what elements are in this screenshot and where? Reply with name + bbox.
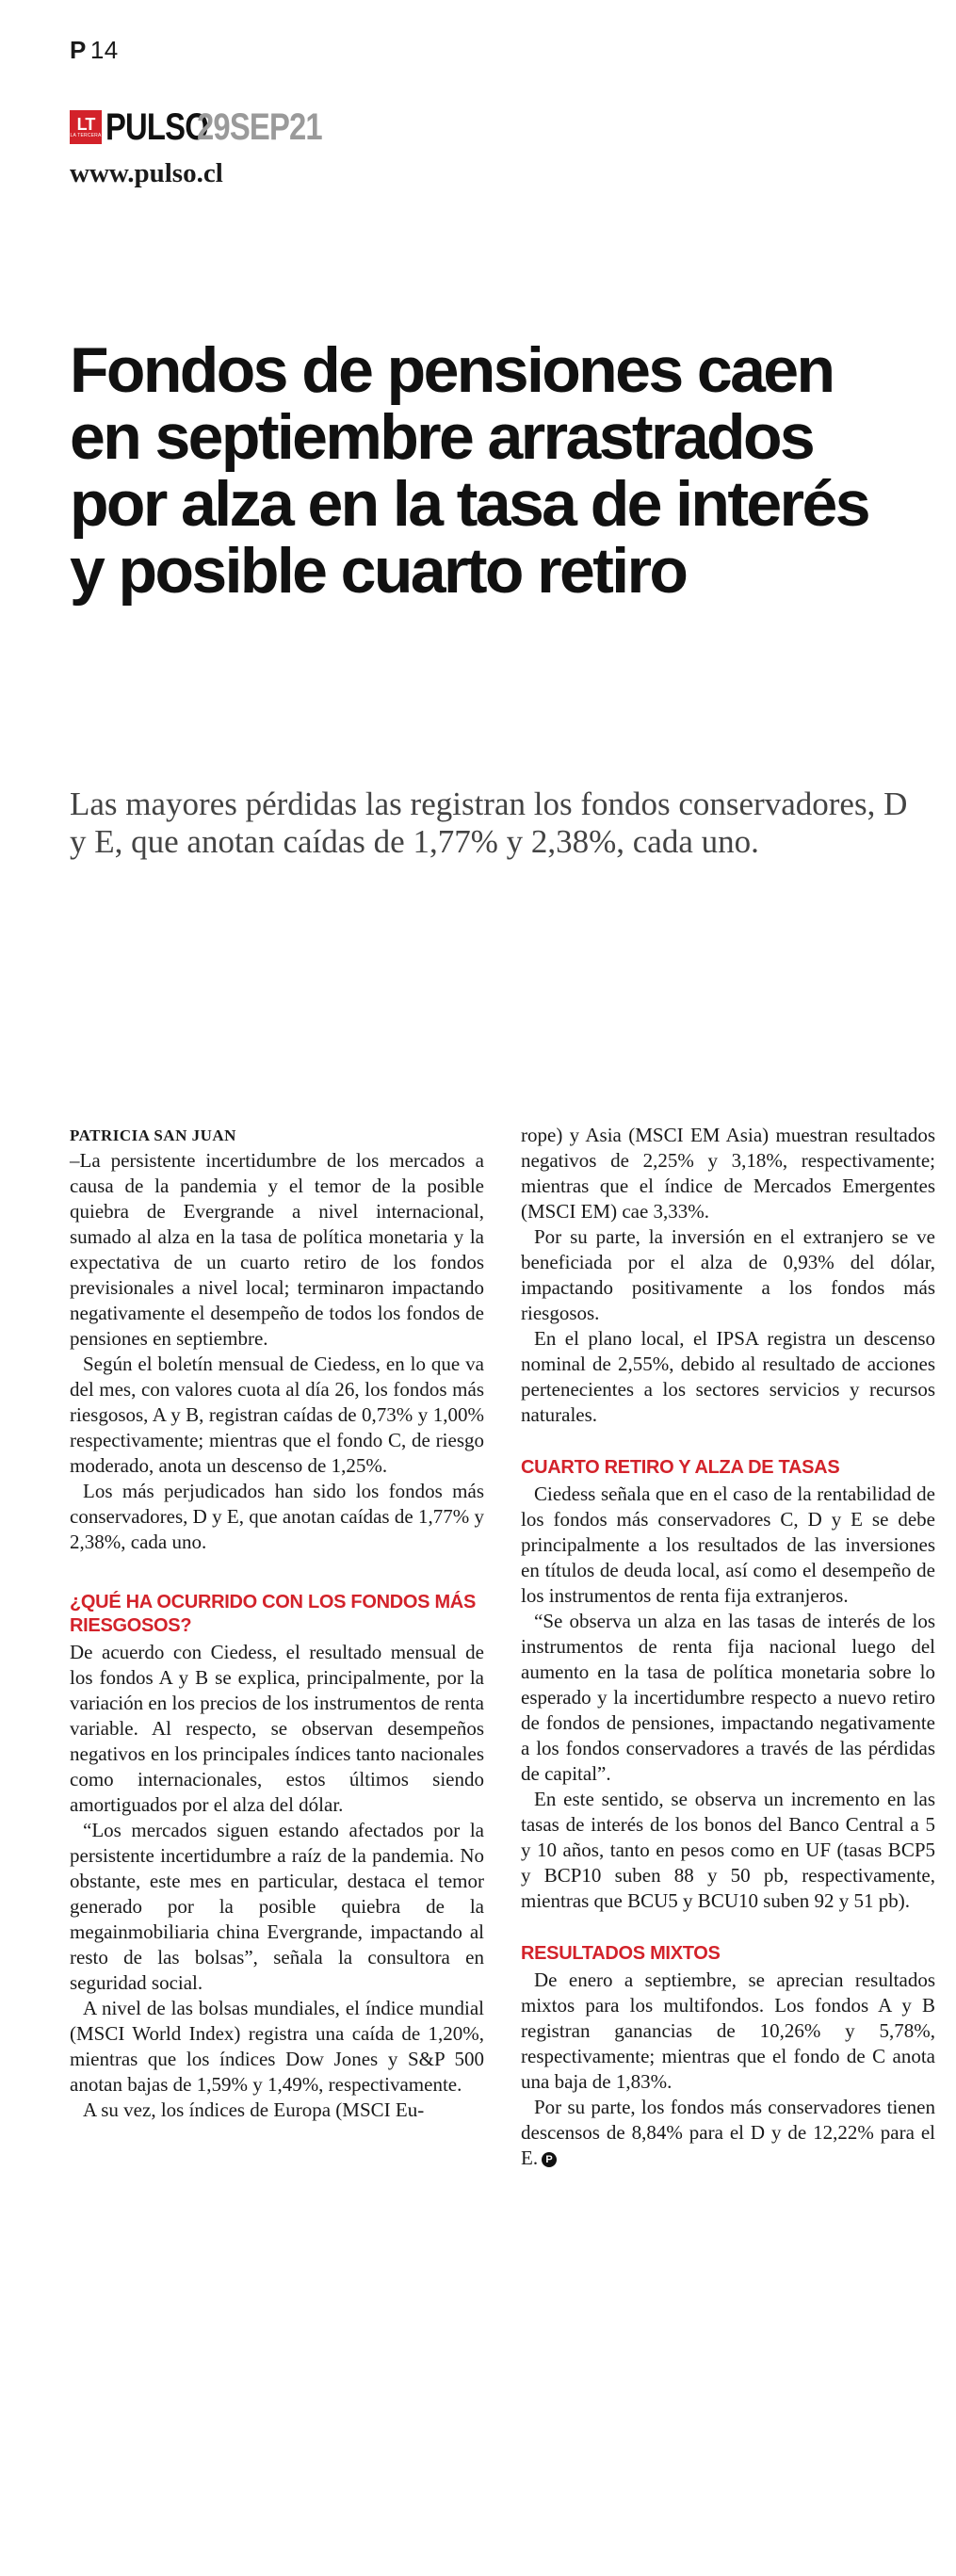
body-paragraph: Ciedess señala que en el caso de la rentabilidad de los fondos más conservadores C, D y E se debe principalmente a los resultados de las inversiones en títulos de deuda local, así como el desempeño de los instrumentos de renta fija extranjeros. xyxy=(521,1482,935,1607)
page-number xyxy=(70,36,119,65)
body-paragraph: rope) y Asia (MSCI EM Asia) muestran resultados negativos de 2,25% y 3,18%, respectivamente; mientras que el índice de Mercados Emergentes (MSCI EM) cae 3,33%. xyxy=(521,1124,935,1223)
end-of-article-icon: P xyxy=(542,2152,557,2167)
final-paragraph-text: Por su parte, los fondos más conservadores tienen descensos de 8,84% para el D y de 12,22% para el E. xyxy=(521,2096,935,2169)
body-paragraph: En este sentido, se observa un incremento en las tasas de interés de los bonos del Banco Central a 5 y 10 años, tanto en pesos como en UF (tasas BCP5 y BCP10 suben 88 y 50 pb, respectivamente, mientras que BCU5 y BCU10 suben 92 y 51 pb). xyxy=(521,1788,935,1912)
page-number-value: 14 xyxy=(89,36,119,64)
brand-name: PULSO xyxy=(105,105,208,148)
edition-date: 29SEP21 xyxy=(196,105,322,148)
subhead-cuarto-retiro: CUARTO RETIRO Y ALZA DE TASAS xyxy=(521,1457,840,1478)
body-paragraph: De enero a septiembre, se aprecian resultados mixtos para los multifondos. Los fondos A y B registran ganancias de 10,26% y 5,78%, respectivamente; mientras que el fondo de C anota una baja de 1,83%. xyxy=(521,1968,935,2093)
right-column xyxy=(521,1123,935,2171)
body-paragraph: Por su parte, la inversión en el extranjero se ve beneficiada por el alza de 0,93% del dólar, impactando positivamente a los fondos más riesgosos. xyxy=(521,1225,935,1324)
left-column xyxy=(70,1123,484,2123)
body-paragraph: Los más perjudicados han sido los fondos más conservadores, D y E, que anotan caídas de 1,77% y 2,38%, cada uno. xyxy=(70,1480,484,1553)
logo-subtext: LA TERCERA xyxy=(70,132,102,138)
body-paragraph: “Los mercados siguen estando afectados por la persistente incertidumbre a raíz de la pandemia. No obstante, este mes en particular, destaca el temor generado por la posible quiebra de la megainmobiliaria china Evergrande, impactando al resto de las bolsas”, señala la consultora en seguridad social. xyxy=(70,1819,484,1994)
article-deck: Las mayores pérdidas las registran los fondos conservadores, D y E, que anotan caídas de 1,77% y 2,38%, cada uno. xyxy=(70,786,908,860)
body-paragraph: –La persistente incertidumbre de los mercados a causa de la pandemia y el temor de la posible quiebra de Evergrande a nivel internacional, sumado al alza en la tasa de política monetaria y la expectativa de un cuarto retiro de los fondos previsionales a nivel local; terminaron impactando negativamente el desempeño de todos los fondos de pensiones en septiembre. xyxy=(70,1149,484,1350)
body-paragraph: En el plano local, el IPSA registra un descenso nominal de 2,55%, debido al resultado de acciones pertenecientes a los sectores servicios y recursos naturales. xyxy=(521,1327,935,1426)
website-url: www.pulso.cl xyxy=(70,158,223,188)
body-paragraph-final xyxy=(521,2095,935,2171)
body-paragraph: A su vez, los índices de Europa (MSCI Eu- xyxy=(83,2098,425,2121)
body-paragraph: A nivel de las bolsas mundiales, el índice mundial (MSCI World Index) registra una caída de 1,20%, mientras que los índices Dow Jones y S&P 500 anotan bajas de 1,59% y 1,49%, respectivamente. xyxy=(70,1997,484,2096)
body-paragraph: Según el boletín mensual de Ciedess, en lo que va del mes, con valores cuota al día 26, los fondos más riesgosos, A y B, registran caídas de 0,73% y 1,00% respectivamente; mientras que el fondo C, de riesgo moderado, anota un descenso de 1,25%. xyxy=(70,1353,484,1477)
logo-text: LT xyxy=(76,114,95,134)
subhead-riesgosos: ¿QUÉ HA OCURRIDO CON LOS FONDOS MÁS RIESGOSOS? xyxy=(70,1592,476,1636)
masthead xyxy=(70,105,349,149)
subhead-resultados-mixtos: RESULTADOS MIXTOS xyxy=(521,1943,721,1964)
article-headline: Fondos de pensiones caen en septiembre arrastrados por alza en la tasa de interés y posible cuarto retiro xyxy=(70,334,868,607)
page-prefix: P xyxy=(70,36,87,64)
byline: PATRICIA SAN JUAN xyxy=(70,1126,236,1144)
la-tercera-logo xyxy=(70,110,102,144)
body-paragraph: “Se observa un alza en las tasas de interés de los instrumentos de renta fija nacional luego del aumento en la tasa de política monetaria sobre lo esperado y la incertidumbre respecto a nuevo retiro de fondos de pensiones, impactando negativamente a los fondos conservadores a través de las pérdidas de capital”. xyxy=(521,1610,935,1785)
body-paragraph: De acuerdo con Ciedess, el resultado mensual de los fondos A y B se explica, principalmente, por la variación en los precios de los instrumentos de renta variable. Al respecto, se observan desempeños negativos en los principales índices tanto nacionales como internacionales, estos últimos siendo amortiguados por el alza del dólar. xyxy=(70,1641,484,1816)
